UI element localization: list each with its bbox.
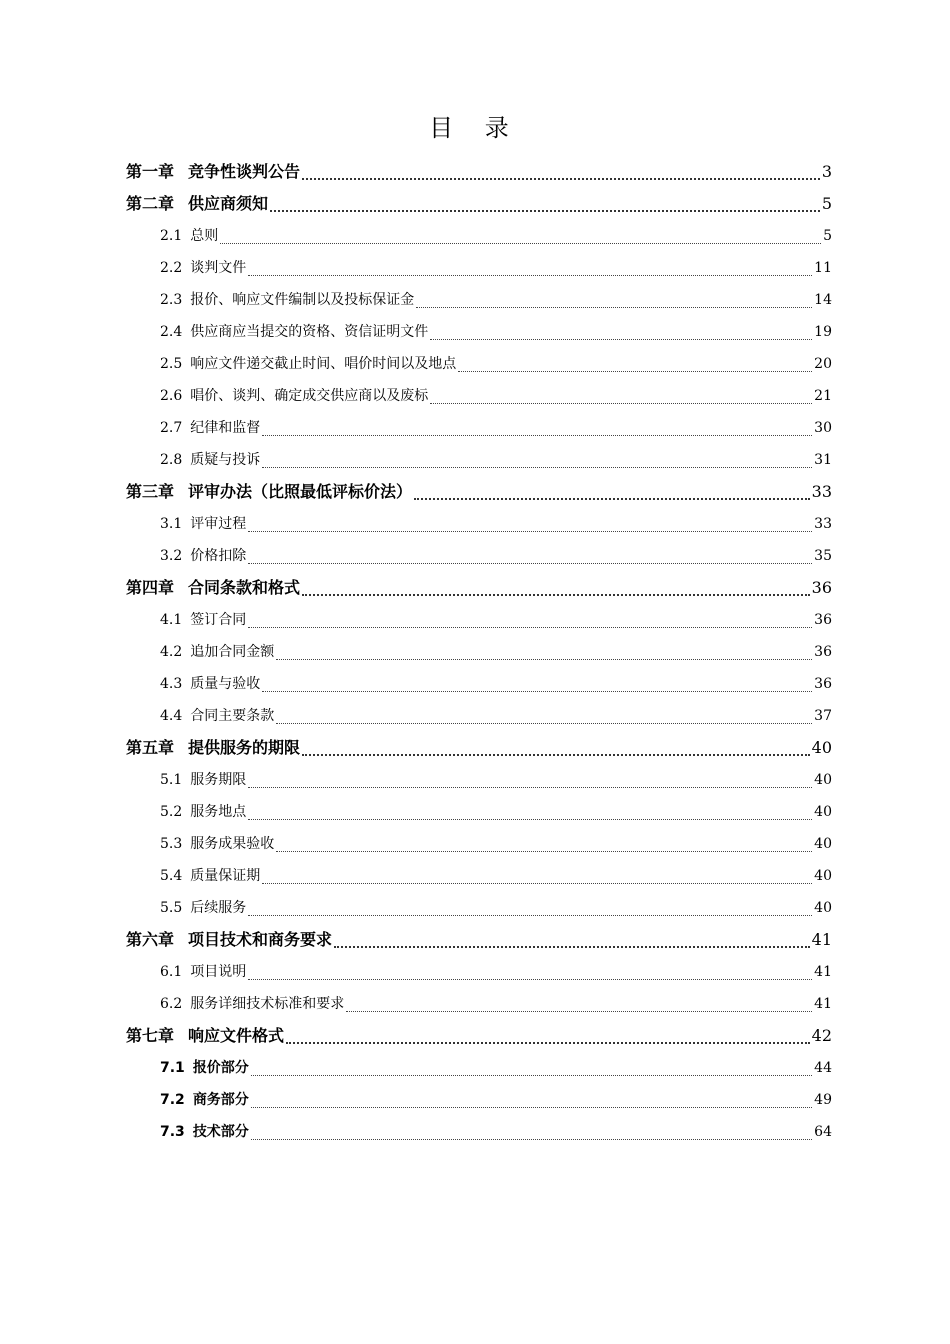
- toc-entry-label: 技术部分: [192, 1124, 249, 1140]
- toc-dot-leader: [334, 946, 810, 948]
- toc-entry-page-number: 36: [814, 612, 832, 628]
- toc-entry-page-number: 40: [814, 804, 832, 820]
- toc-entry-page-number: 36: [811, 578, 832, 597]
- toc-entry-number: 第四章: [126, 578, 175, 597]
- toc-entry-number: 4.4: [160, 708, 183, 724]
- toc-entry-label: 服务成果验收: [190, 836, 275, 852]
- toc-entry-label: 合同条款和格式: [188, 578, 301, 597]
- toc-entry-page-number: 5: [821, 194, 832, 213]
- toc-entry-page-number: 40: [814, 772, 832, 788]
- toc-entry-number: 7.2: [160, 1092, 185, 1108]
- toc-section-entry[interactable]: [126, 380, 832, 412]
- toc-entry-label: 合同主要条款: [190, 708, 275, 724]
- toc-dot-leader: [248, 915, 812, 916]
- toc-entry-page-number: 20: [814, 356, 832, 372]
- toc-entry-number: 6.1: [160, 964, 183, 980]
- toc-section-entry[interactable]: [126, 636, 832, 668]
- toc-section-entry[interactable]: [126, 988, 832, 1020]
- toc-entry-page-number: 37: [814, 708, 832, 724]
- toc-entry-label: 签订合同: [190, 612, 247, 628]
- toc-section-entry[interactable]: [126, 348, 832, 380]
- toc-entry-label: 项目技术和商务要求: [188, 930, 333, 949]
- toc-dot-leader: [416, 307, 812, 308]
- toc-dot-leader: [430, 339, 812, 340]
- toc-section-entry[interactable]: [126, 700, 832, 732]
- toc-entry-page-number: 40: [811, 738, 832, 757]
- toc-entry-label: 评审办法（比照最低评标价法）: [188, 482, 413, 501]
- toc-entry-number: 6.2: [160, 996, 183, 1012]
- toc-entry-number: 第五章: [126, 738, 175, 757]
- toc-dot-leader: [276, 723, 812, 724]
- toc-dot-leader: [251, 1139, 812, 1140]
- toc-dot-leader: [248, 275, 812, 276]
- toc-dot-leader: [262, 691, 812, 692]
- toc-section-entry[interactable]: [126, 668, 832, 700]
- toc-section-entry[interactable]: [126, 1116, 832, 1148]
- toc-section-entry[interactable]: [126, 316, 832, 348]
- toc-entry-label: 纪律和监督: [190, 420, 261, 436]
- toc-section-entry[interactable]: [126, 220, 832, 252]
- toc-entry-number: 2.1: [160, 228, 183, 244]
- toc-chapter-entry[interactable]: [126, 924, 832, 956]
- toc-entry-page-number: 64: [814, 1124, 832, 1140]
- toc-dot-leader: [414, 498, 810, 500]
- toc-dot-leader: [302, 754, 810, 756]
- toc-dot-leader: [248, 819, 812, 820]
- toc-entry-label: 后续服务: [190, 900, 247, 916]
- toc-entry-page-number: 41: [814, 996, 832, 1012]
- toc-section-entry[interactable]: [126, 1052, 832, 1084]
- toc-entry-label: 供应商应当提交的资格、资信证明文件: [190, 324, 429, 340]
- toc-entry-number: 第一章: [126, 162, 175, 181]
- toc-chapter-entry[interactable]: [126, 572, 832, 604]
- toc-dot-leader: [276, 851, 812, 852]
- toc-entry-label: 商务部分: [192, 1092, 249, 1108]
- toc-entry-page-number: 42: [811, 1026, 832, 1045]
- toc-entry-number: 第六章: [126, 930, 175, 949]
- toc-entry-label: 质量保证期: [190, 868, 261, 884]
- toc-entry-label: 报价部分: [192, 1060, 249, 1076]
- toc-dot-leader: [458, 371, 812, 372]
- toc-entry-number: 2.2: [160, 260, 183, 276]
- toc-entry-page-number: 40: [814, 836, 832, 852]
- toc-entry-number: 4.3: [160, 676, 183, 692]
- toc-dot-leader: [262, 467, 812, 468]
- toc-entry-label: 服务详细技术标准和要求: [190, 996, 345, 1012]
- toc-dot-leader: [430, 403, 812, 404]
- toc-entry-page-number: 21: [814, 388, 832, 404]
- toc-section-entry[interactable]: [126, 252, 832, 284]
- toc-entry-page-number: 35: [814, 548, 832, 564]
- toc-dot-leader: [248, 979, 812, 980]
- toc-entry-page-number: 14: [814, 292, 832, 308]
- toc-entry-label: 服务期限: [190, 772, 247, 788]
- toc-entry-page-number: 36: [814, 644, 832, 660]
- toc-entry-number: 第七章: [126, 1026, 175, 1045]
- toc-entry-number: 4.2: [160, 644, 183, 660]
- toc-chapter-entry[interactable]: [126, 1020, 832, 1052]
- toc-section-entry[interactable]: [126, 444, 832, 476]
- toc-entry-number: 3.2: [160, 548, 183, 564]
- toc-entry-page-number: 41: [814, 964, 832, 980]
- toc-entry-number: 2.8: [160, 452, 183, 468]
- toc-entry-number: 5.3: [160, 836, 183, 852]
- toc-chapter-entry[interactable]: [126, 732, 832, 764]
- toc-entry-number: 第三章: [126, 482, 175, 501]
- toc-entry-page-number: 30: [814, 420, 832, 436]
- toc-entry-page-number: 11: [814, 260, 832, 276]
- toc-entry-number: 7.1: [160, 1060, 185, 1076]
- toc-title: 目 录: [429, 114, 521, 142]
- toc-dot-leader: [302, 594, 810, 596]
- toc-section-entry[interactable]: [126, 764, 832, 796]
- toc-list: [126, 156, 832, 1148]
- toc-chapter-entry[interactable]: [126, 188, 832, 220]
- toc-section-entry[interactable]: [126, 540, 832, 572]
- toc-entry-number: 5.2: [160, 804, 183, 820]
- toc-entry-label: 唱价、谈判、确定成交供应商以及废标: [190, 388, 429, 404]
- toc-chapter-entry[interactable]: [126, 476, 832, 508]
- toc-dot-leader: [220, 243, 821, 244]
- toc-entry-label: 价格扣除: [190, 548, 247, 564]
- toc-entry-number: 5.5: [160, 900, 183, 916]
- toc-dot-leader: [262, 435, 812, 436]
- toc-entry-label: 报价、响应文件编制以及投标保证金: [190, 292, 415, 308]
- toc-section-entry[interactable]: [126, 284, 832, 316]
- toc-entry-label: 竞争性谈判公告: [188, 162, 301, 181]
- toc-entry-page-number: 5: [823, 228, 832, 244]
- toc-dot-leader: [346, 1011, 812, 1012]
- toc-entry-number: 5.4: [160, 868, 183, 884]
- toc-dot-leader: [302, 178, 820, 180]
- toc-chapter-entry[interactable]: [126, 156, 832, 188]
- toc-section-entry[interactable]: [126, 508, 832, 540]
- toc-entry-number: 4.1: [160, 612, 183, 628]
- toc-dot-leader: [286, 1042, 810, 1044]
- toc-entry-label: 供应商须知: [188, 194, 269, 213]
- toc-entry-label: 评审过程: [190, 516, 247, 532]
- toc-dot-leader: [248, 787, 812, 788]
- toc-entry-page-number: 44: [814, 1060, 832, 1076]
- toc-entry-label: 项目说明: [190, 964, 247, 980]
- toc-section-entry[interactable]: [126, 892, 832, 924]
- toc-entry-label: 服务地点: [190, 804, 247, 820]
- toc-entry-page-number: 3: [821, 162, 832, 181]
- toc-section-entry[interactable]: [126, 796, 832, 828]
- toc-entry-number: 第二章: [126, 194, 175, 213]
- toc-entry-page-number: 33: [811, 482, 832, 501]
- toc-dot-leader: [248, 563, 812, 564]
- toc-section-entry[interactable]: [126, 828, 832, 860]
- toc-entry-number: 2.7: [160, 420, 183, 436]
- toc-entry-label: 质疑与投诉: [190, 452, 261, 468]
- toc-entry-number: 7.3: [160, 1124, 185, 1140]
- toc-entry-page-number: 19: [814, 324, 832, 340]
- toc-entry-page-number: 49: [814, 1092, 832, 1108]
- toc-entry-page-number: 41: [811, 930, 832, 949]
- toc-section-entry[interactable]: [126, 956, 832, 988]
- toc-entry-number: 2.5: [160, 356, 183, 372]
- toc-entry-number: 2.3: [160, 292, 183, 308]
- toc-entry-page-number: 31: [814, 452, 832, 468]
- toc-dot-leader: [251, 1075, 812, 1076]
- toc-entry-label: 追加合同金额: [190, 644, 275, 660]
- toc-entry-page-number: 33: [814, 516, 832, 532]
- toc-entry-label: 提供服务的期限: [188, 738, 301, 757]
- toc-dot-leader: [248, 531, 812, 532]
- toc-entry-label: 响应文件递交截止时间、唱价时间以及地点: [190, 356, 457, 372]
- toc-section-entry[interactable]: [126, 412, 832, 444]
- toc-section-entry[interactable]: [126, 860, 832, 892]
- toc-entry-number: 2.4: [160, 324, 183, 340]
- toc-dot-leader: [270, 210, 820, 212]
- toc-entry-page-number: 40: [814, 868, 832, 884]
- toc-entry-number: 5.1: [160, 772, 183, 788]
- toc-entry-page-number: 40: [814, 900, 832, 916]
- toc-entry-number: 2.6: [160, 388, 183, 404]
- toc-entry-label: 响应文件格式: [188, 1026, 285, 1045]
- toc-entry-number: 3.1: [160, 516, 183, 532]
- toc-entry-page-number: 36: [814, 676, 832, 692]
- toc-section-entry[interactable]: [126, 1084, 832, 1116]
- toc-entry-label: 质量与验收: [190, 676, 261, 692]
- toc-dot-leader: [251, 1107, 812, 1108]
- toc-dot-leader: [248, 627, 812, 628]
- toc-entry-label: 总则: [190, 228, 219, 244]
- toc-section-entry[interactable]: [126, 604, 832, 636]
- toc-entry-label: 谈判文件: [190, 260, 247, 276]
- toc-dot-leader: [276, 659, 812, 660]
- toc-dot-leader: [262, 883, 812, 884]
